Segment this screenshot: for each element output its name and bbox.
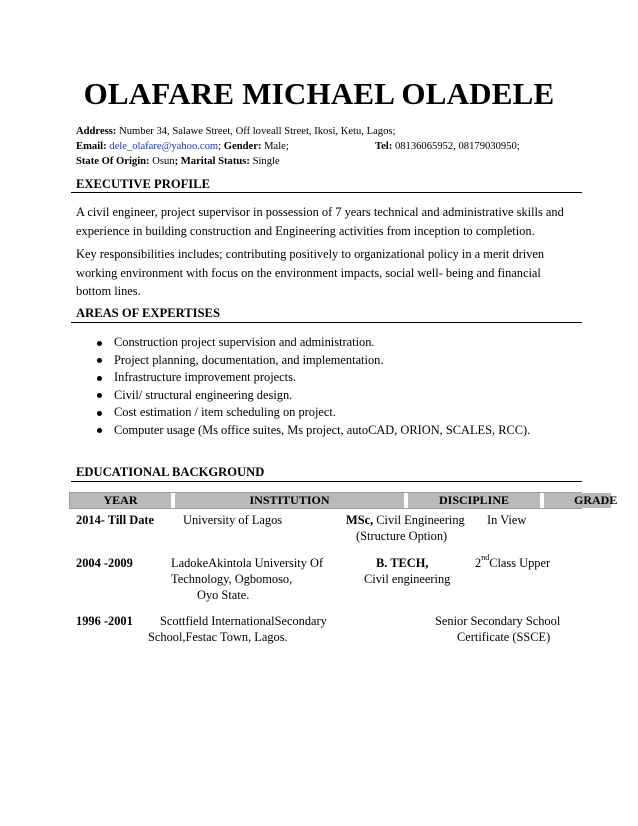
email-label: Email: [76,141,107,152]
column-header-year: YEAR [70,493,171,508]
marital-label: ; Marital Status: [174,156,250,167]
table-cell-discipline: B. TECH, [376,556,429,570]
address-line [76,124,596,139]
address-value: Number 34, Salawe Street, Off loveall Street, Ikosi, Ketu, Lagos; [119,126,396,137]
email-gender-tel-line [76,139,596,154]
column-header-discipline: DISCIPLINE [408,493,540,508]
table-cell-grade: In View [487,513,527,527]
bullet-icon [97,411,102,416]
expertise-title: AREAS OF EXPERTISES [76,306,220,320]
origin-label: State Of Origin: [76,156,150,167]
section-divider [71,192,582,193]
table-cell-institution: University of Lagos [183,513,283,527]
gender-label: Gender: [223,141,262,152]
bullet-icon [97,393,102,398]
table-cell-year: 1996 -2001 [76,614,133,628]
tel-group [375,139,520,154]
origin-marital-line [76,154,596,169]
bullet-icon [97,341,102,346]
origin-value: Osun [152,156,175,167]
column-header-grade: GRADE [544,493,611,508]
bullet-icon [97,428,102,433]
list-item: Civil/ structural engineering design. [97,387,530,405]
bullet-icon [97,376,102,381]
expertise-list [97,334,530,439]
marital-value: Single [252,156,280,167]
table-cell-grade: Senior Secondary School [435,614,561,628]
education-table-header [69,492,618,509]
profile-paragraph-2: Key responsibilities includes; contributing positively to organizational policy in a merit driven working environment with focus on the environment impacts, social well- being and financial bottom lines. [76,247,545,298]
bullet-icon [97,358,102,363]
tel-label: Tel: [375,141,393,152]
table-cell-institution-line2: School,Festac Town, Lagos. [148,630,288,644]
table-cell-discipline: MSc, Civil Engineering [346,513,465,527]
email-separator: ; [218,141,222,152]
section-divider [71,322,582,323]
list-item: Project planning, documentation, and implementation. [97,352,530,370]
list-item: Computer usage (Ms office suites, Ms project, autoCAD, ORION, SCALES, RCC). [97,422,530,440]
profile-paragraph-1: A civil engineer, project supervisor in possession of 7 years technical and administrative skills and experience in building construction and Engineering activities from inception to completion. [76,205,564,238]
address-label: Address: [76,126,117,137]
table-cell-institution: LadokeAkintola University Of [171,556,324,570]
table-cell-discipline-sub: Civil engineering [364,572,451,586]
table-cell-grade-line2: Certificate (SSCE) [457,630,551,644]
table-cell-discipline-sub: (Structure Option) [356,529,448,543]
list-item: Infrastructure improvement projects. [97,369,530,387]
education-title: EDUCATIONAL BACKGROUND [76,465,265,479]
candidate-name: OLAFARE MICHAEL OLADELE [83,76,555,111]
table-cell-year: 2014- Till Date [76,513,155,527]
list-item: Cost estimation / item scheduling on project. [97,404,530,422]
gender-value: Male; [264,141,289,152]
executive-profile-title: EXECUTIVE PROFILE [76,177,211,191]
table-cell-institution-line2: Technology, Ogbomoso, [171,572,293,586]
tel-value: 08136065952, 08179030950; [394,141,520,152]
table-cell-grade: 2ndClass Upper [475,553,551,570]
email-link[interactable]: dele_olafare@yahoo.com [109,141,219,152]
column-header-institution: INSTITUTION [175,493,404,508]
table-cell-year: 2004 -2009 [76,556,133,570]
table-cell-institution: Scottfield InternationalSecondary [160,614,327,628]
table-cell-institution-line3: Oyo State. [197,588,250,602]
list-item: Construction project supervision and administration. [97,334,530,352]
section-divider [71,481,582,482]
